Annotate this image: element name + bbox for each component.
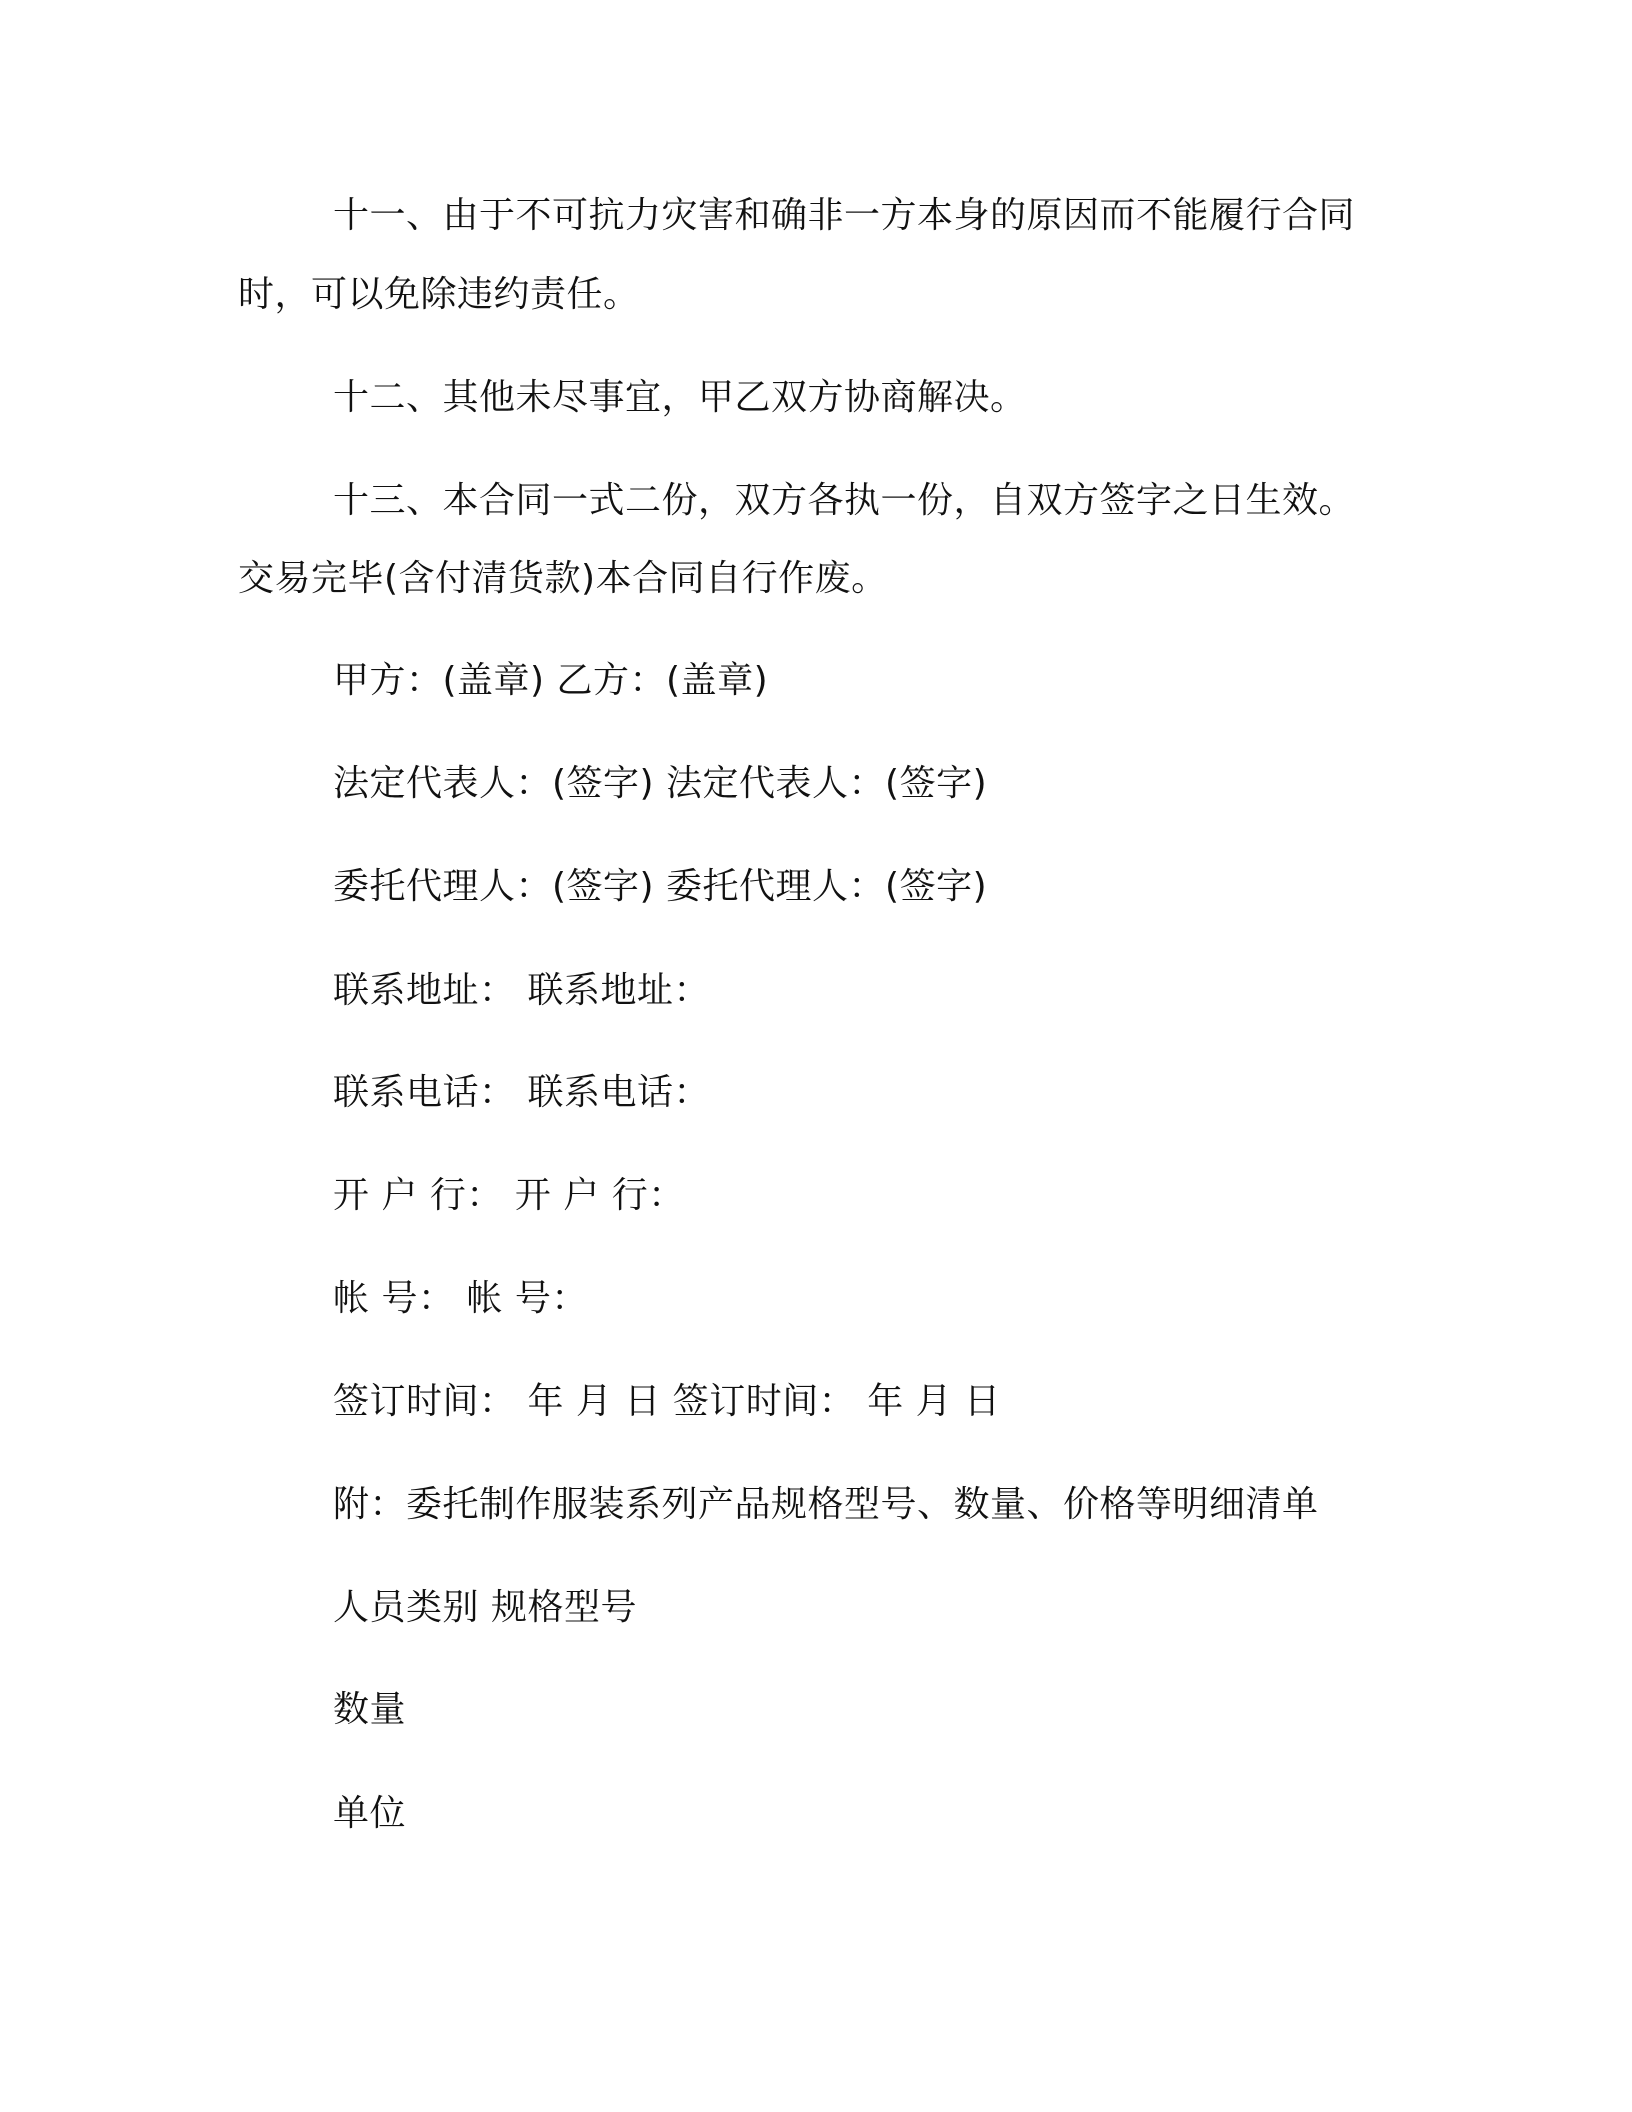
clause-13-line-2: 交易完毕(含付清货款)本合同自行作废。: [238, 558, 888, 599]
clause-11-line-1: 十一、由于不可抗力灾害和确非一方本身的原因而不能履行合同: [333, 195, 1356, 236]
appendix-header-quantity: 数量: [333, 1689, 407, 1730]
clause-12: 十二、其他未尽事宜，甲乙双方协商解决。: [333, 377, 1027, 418]
clause-11-line-2: 时，可以免除违约责任。: [238, 274, 640, 315]
bank-name: 开 户 行： 开 户 行：: [333, 1175, 685, 1216]
contact-address: 联系地址： 联系地址：: [333, 970, 710, 1011]
signature-parties: 甲方：(盖章) 乙方：(盖章): [333, 660, 769, 701]
signature-agent: 委托代理人：(签字) 委托代理人：(签字): [333, 866, 988, 907]
appendix-header-category-spec: 人员类别 规格型号: [333, 1587, 637, 1628]
contact-phone: 联系电话： 联系电话：: [333, 1072, 710, 1113]
appendix-title: 附：委托制作服装系列产品规格型号、数量、价格等明细清单: [333, 1484, 1319, 1525]
appendix-header-unit: 单位: [333, 1793, 407, 1834]
signature-legal-rep: 法定代表人：(签字) 法定代表人：(签字): [333, 763, 988, 804]
signing-date: 签订时间： 年 月 日 签订时间： 年 月 日: [333, 1381, 1001, 1422]
clause-13-line-1: 十三、本合同一式二份，双方各执一份，自双方签字之日生效。: [333, 480, 1356, 521]
bank-account: 帐 号： 帐 号：: [333, 1278, 588, 1319]
